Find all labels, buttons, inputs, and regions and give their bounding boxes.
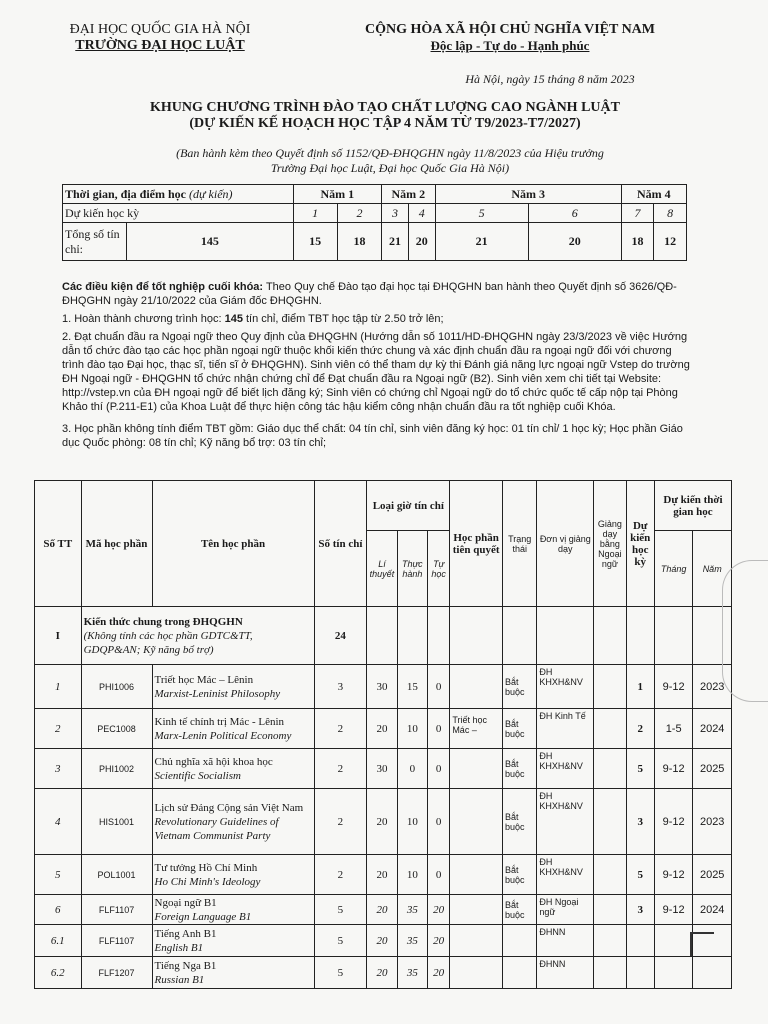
cell-semester: 5 — [626, 855, 654, 895]
cell-semester: 1 — [626, 665, 654, 709]
cell-code: FLF1207 — [81, 957, 152, 989]
table-row — [35, 895, 732, 925]
empty-cell — [367, 607, 397, 665]
cell-prereq — [450, 895, 503, 925]
empty-cell — [654, 607, 692, 665]
th-foreign: Giảng dạy bằng Ngoại ngữ — [594, 481, 626, 607]
section-title: Kiến thức chung trong ĐHQGHN — [83, 615, 243, 628]
th-practice: Thực hành — [397, 531, 427, 607]
plan-semesters-row — [63, 204, 687, 223]
cell-code: PHI1006 — [81, 665, 152, 709]
cell-code: PEC1008 — [81, 709, 152, 749]
th-unit: Đơn vị giảng dạy — [537, 481, 594, 607]
cell-foreign — [594, 789, 626, 855]
semester-cell: 8 — [654, 204, 687, 223]
cell-self: 0 — [428, 665, 450, 709]
cell-practice: 35 — [397, 925, 427, 957]
th-month: Tháng — [654, 531, 692, 607]
cell-month: 9-12 — [654, 789, 692, 855]
title-line-1: KHUNG CHƯƠNG TRÌNH ĐÀO TẠO CHẤT LƯỢNG CAO NGÀNH LUẬT — [150, 100, 620, 115]
table-row — [35, 709, 732, 749]
cell-self: 0 — [428, 789, 450, 855]
th-name: Tên học phần — [152, 481, 314, 607]
cell-status: Bắt buộc — [502, 709, 536, 749]
credit-cell: 18 — [621, 223, 654, 261]
cell-stt: 2 — [35, 709, 82, 749]
table-row — [35, 749, 732, 789]
section-note: (Không tính các học phần GDTC&TT, GDQP&AN; Kỹ năng bổ trợ) — [83, 629, 253, 656]
empty-cell — [450, 607, 503, 665]
cell-foreign — [594, 665, 626, 709]
semester-cell: 2 — [337, 204, 381, 223]
cell-stt: 1 — [35, 665, 82, 709]
cell-semester — [626, 925, 654, 957]
th-stt: Số TT — [35, 481, 82, 607]
cell-theory: 20 — [367, 895, 397, 925]
cell-theory: 20 — [367, 925, 397, 957]
cell-status: Bắt buộc — [502, 665, 536, 709]
cell-month: 1-5 — [654, 709, 692, 749]
cell-code: PHI1002 — [81, 749, 152, 789]
plan-years-row — [63, 185, 687, 204]
document-subtitle — [80, 146, 700, 176]
cell-credits: 2 — [314, 749, 367, 789]
cell-stt: 5 — [35, 855, 82, 895]
section-title-cell — [81, 607, 314, 665]
cell-year: 2023 — [693, 789, 732, 855]
credit-cell: 21 — [382, 223, 409, 261]
empty-cell — [594, 607, 626, 665]
empty-cell — [397, 607, 427, 665]
cell-prereq — [450, 957, 503, 989]
credit-cell: 20 — [528, 223, 621, 261]
courses-table — [34, 480, 732, 989]
cell-self: 0 — [428, 749, 450, 789]
cell-code: FLF1107 — [81, 925, 152, 957]
credit-cell: 18 — [337, 223, 381, 261]
course-name: Ngoại ngữ B1 — [154, 896, 217, 909]
th-prereq: Học phần tiên quyết — [450, 481, 503, 607]
cell-foreign — [594, 709, 626, 749]
cell-credits: 2 — [314, 709, 367, 749]
semester-cell: 1 — [293, 204, 337, 223]
th-semester: Dự kiến học kỳ — [626, 481, 654, 607]
course-name: Tiếng Anh B1 — [154, 927, 217, 940]
cell-credits: 2 — [314, 855, 367, 895]
cell-credits: 5 — [314, 957, 367, 989]
semester-cell: 6 — [528, 204, 621, 223]
th-status: Trạng thái — [502, 481, 536, 607]
th-code: Mã học phần — [81, 481, 152, 607]
section-credits: 24 — [314, 607, 367, 665]
country-name: CỘNG HÒA XÃ HỘI CHỦ NGHĨA VIỆT NAM — [364, 22, 655, 37]
cell-semester: 5 — [626, 749, 654, 789]
cell-foreign — [594, 925, 626, 957]
course-name-en: Foreign Language B1 — [154, 910, 252, 923]
cell-self: 20 — [428, 957, 450, 989]
cell-unit: ĐHNN — [537, 957, 594, 989]
empty-cell — [626, 607, 654, 665]
th-self: Tự học — [428, 531, 450, 607]
cell-unit: ĐH KHXH&NV — [537, 665, 594, 709]
cell-month: 9-12 — [654, 895, 692, 925]
credit-cell: 15 — [293, 223, 337, 261]
cell-year — [693, 957, 732, 989]
empty-cell — [502, 607, 536, 665]
credit-cell: 20 — [408, 223, 435, 261]
cell-practice: 15 — [397, 665, 427, 709]
th-theory: Lí thuyết — [367, 531, 397, 607]
th-hours: Loại giờ tín chỉ — [367, 481, 450, 531]
cell-name — [152, 855, 314, 895]
issuer-block — [40, 22, 280, 54]
table-row — [35, 665, 732, 709]
semester-cell: 7 — [621, 204, 654, 223]
cell-credits: 2 — [314, 789, 367, 855]
cell-name — [152, 709, 314, 749]
cell-month — [654, 925, 692, 957]
th-credits: Số tín chỉ — [314, 481, 367, 607]
course-name: Chủ nghĩa xã hội khoa học — [154, 755, 273, 768]
document-title — [60, 100, 710, 132]
cell-unit: ĐH KHXH&NV — [537, 749, 594, 789]
credits-label: Tổng số tín chỉ: — [63, 223, 127, 261]
semester-cell: 4 — [408, 204, 435, 223]
cell-theory: 30 — [367, 749, 397, 789]
cell-foreign — [594, 855, 626, 895]
cell-prereq: Triết học Mác – — [450, 709, 503, 749]
cell-semester — [626, 957, 654, 989]
cell-status: Bắt buộc — [502, 855, 536, 895]
cell-prereq — [450, 789, 503, 855]
header-row-1 — [35, 481, 732, 531]
course-name: Lịch sử Đảng Cộng sản Việt Nam — [154, 801, 304, 814]
graduation-conditions — [62, 280, 692, 454]
cell-unit: ĐH Ngoại ngữ — [537, 895, 594, 925]
national-motto-block — [345, 22, 675, 54]
table-row — [35, 789, 732, 855]
semester-cell: 3 — [382, 204, 409, 223]
cell-theory: 20 — [367, 789, 397, 855]
cell-self: 20 — [428, 895, 450, 925]
cell-unit: ĐH KHXH&NV — [537, 789, 594, 855]
condition-3: 3. Học phần không tính điểm TBT gồm: Giáo dục thể chất: 04 tín chỉ, sinh viên đăng ký học: 01 tín chỉ/ 1 học kỳ; Học phần Giáo dục Quốc phòng: 08 tín chỉ; Kỹ năng bổ trợ: 03 tín chỉ; — [62, 423, 683, 449]
section-row — [35, 607, 732, 665]
cell-semester: 3 — [626, 789, 654, 855]
school-name: TRƯỜNG ĐẠI HỌC LUẬT — [75, 38, 245, 53]
motto: Độc lập - Tự do - Hạnh phúc — [430, 38, 590, 53]
cell-prereq — [450, 665, 503, 709]
subtitle-line-1: (Ban hành kèm theo Quyết định số 1152/QĐ-ĐHQGHN ngày 11/8/2023 của Hiệu trưởng — [176, 146, 604, 160]
time-label-cell — [63, 185, 294, 204]
cell-month: 9-12 — [654, 749, 692, 789]
semester-cell: 5 — [435, 204, 528, 223]
cell-unit: ĐH KHXH&NV — [537, 855, 594, 895]
cell-practice: 35 — [397, 895, 427, 925]
condition-1-credits: 145 — [224, 313, 243, 325]
issue-date: Hà Nội, ngày 15 tháng 8 năm 2023 — [465, 72, 635, 86]
th-year: Năm — [693, 531, 732, 607]
cell-unit: ĐHNN — [537, 925, 594, 957]
cell-year: 2025 — [693, 749, 732, 789]
cell-semester: 2 — [626, 709, 654, 749]
empty-cell — [537, 607, 594, 665]
cell-prereq — [450, 749, 503, 789]
time-label-note: (dự kiến) — [189, 186, 233, 201]
cell-year: 2024 — [693, 895, 732, 925]
course-name-en: Revolutionary Guidelines of Vietnam Communist Party — [154, 815, 279, 842]
year-2: Năm 2 — [382, 185, 436, 204]
cell-year: 2023 — [693, 665, 732, 709]
study-plan-table — [62, 184, 687, 261]
cell-self: 20 — [428, 925, 450, 957]
cell-month: 9-12 — [654, 665, 692, 709]
cell-stt: 6.2 — [35, 957, 82, 989]
time-label: Thời gian, địa điểm học — [65, 186, 187, 201]
cell-practice: 10 — [397, 709, 427, 749]
stamp-edge — [722, 560, 768, 702]
cell-practice: 10 — [397, 789, 427, 855]
cell-self: 0 — [428, 709, 450, 749]
year-4: Năm 4 — [621, 185, 686, 204]
cell-foreign — [594, 895, 626, 925]
course-name-en: English B1 — [154, 941, 204, 954]
cell-status: Bắt buộc — [502, 895, 536, 925]
cell-foreign — [594, 749, 626, 789]
condition-1-c: tín chỉ, điểm TBT học tập từ 2.50 trở lên; — [246, 313, 444, 325]
cell-semester: 3 — [626, 895, 654, 925]
cell-prereq — [450, 855, 503, 895]
cell-self: 0 — [428, 855, 450, 895]
cell-name — [152, 789, 314, 855]
cell-year: 2024 — [693, 709, 732, 749]
credit-cell: 21 — [435, 223, 528, 261]
section-stt: I — [35, 607, 82, 665]
table-row — [35, 925, 732, 957]
table-row — [35, 855, 732, 895]
credit-cell: 12 — [654, 223, 687, 261]
course-name-en: Marxist-Leninist Philosophy — [154, 687, 281, 700]
cell-theory: 20 — [367, 709, 397, 749]
plan-credits-row — [63, 223, 687, 261]
total-credits: 145 — [127, 223, 293, 261]
condition-1-a: 1. Hoàn thành chương trình học: — [62, 313, 222, 325]
course-name-en: Ho Chi Minh's Ideology — [154, 875, 261, 888]
cell-prereq — [450, 925, 503, 957]
subtitle-line-2: Trường Đại học Luật, Đại học Quốc Gia Hà Nội) — [270, 161, 510, 175]
title-line-2: (DỰ KIẾN KẾ HOẠCH HỌC TẬP 4 NĂM TỪ T9/2023-T7/2027) — [189, 116, 581, 131]
course-name: Kinh tế chính trị Mác - Lênin — [154, 715, 285, 728]
cell-stt: 6 — [35, 895, 82, 925]
table-row — [35, 957, 732, 989]
cell-name — [152, 749, 314, 789]
cell-theory: 20 — [367, 855, 397, 895]
cell-name — [152, 895, 314, 925]
cell-status — [502, 957, 536, 989]
cell-code: POL1001 — [81, 855, 152, 895]
cell-code: FLF1107 — [81, 895, 152, 925]
course-name: Tư tưởng Hồ Chí Minh — [154, 861, 258, 874]
cell-year: 2025 — [693, 855, 732, 895]
cell-foreign — [594, 957, 626, 989]
cell-status: Bắt buộc — [502, 749, 536, 789]
cell-theory: 30 — [367, 665, 397, 709]
course-name-en: Scientific Socialism — [154, 769, 241, 782]
condition-2: 2. Đạt chuẩn đầu ra Ngoại ngữ theo Quy định của ĐHQGHN (Hướng dẫn số 1011/HD-ĐHQGHN ngày 23/3/2023 về việc Hướng dẫn tổ chức đào tạo các học phần ngoại ngữ thuộc khối kiến thức chung và xác định chuẩn đầu ra ngoại ngữ đối với chương trình đào tạo Đại học, thạc sĩ, tiến sĩ ở ĐHQGHN). Sinh viên có thể tham dự kỳ thi Đánh giá năng lực ngoại ngữ Vstep do trường ĐH Ngoại ngữ - ĐHQGHN tổ chức nhận chứng chỉ để Đạt chuẩn đầu ra Ngoại ngữ (B2). Sinh viên xem chi tiết tại Website: http://vstep.vn của ĐH ngoại ngữ để biết lịch đăng ký; Sinh viên có chứng chỉ Ngoại ngữ do tổ chức quốc tế cấp nộp tại Phòng Khảo thí (P.211-E1) của Khoa Luật để thực hiện công tác hậu kiểm công nhận chuẩn đầu ra tốt nghiệp cuối Khóa. — [62, 331, 690, 413]
conditions-intro-text: Theo Quy chế Đào tạo đại học tại ĐHQGHN ban hành theo Quyết định số 3626/QĐ-ĐHQGHN ngày 21/10/2022 của Giám đốc ĐHQGHN. — [62, 281, 677, 307]
cell-stt: 6.1 — [35, 925, 82, 957]
cell-unit: ĐH Kinh Tế — [537, 709, 594, 749]
cell-name — [152, 925, 314, 957]
cell-theory: 20 — [367, 957, 397, 989]
cell-practice: 10 — [397, 855, 427, 895]
cell-credits: 5 — [314, 895, 367, 925]
cell-practice: 35 — [397, 957, 427, 989]
cell-stt: 3 — [35, 749, 82, 789]
cell-credits: 3 — [314, 665, 367, 709]
cell-month — [654, 957, 692, 989]
cell-stt: 4 — [35, 789, 82, 855]
semester-label: Dự kiến học kỳ — [63, 204, 294, 223]
th-time: Dự kiến thời gian học — [654, 481, 731, 531]
condition-1 — [62, 312, 692, 326]
cell-status — [502, 925, 536, 957]
cell-status: Bắt buộc — [502, 789, 536, 855]
cell-name — [152, 957, 314, 989]
year-1: Năm 1 — [293, 185, 382, 204]
conditions-intro — [62, 280, 692, 308]
conditions-heading: Các điều kiện để tốt nghiệp cuối khóa: — [62, 281, 264, 293]
cell-practice: 0 — [397, 749, 427, 789]
cell-month: 9-12 — [654, 855, 692, 895]
corner-mark — [690, 932, 714, 956]
empty-cell — [428, 607, 450, 665]
course-name: Tiếng Nga B1 — [154, 959, 217, 972]
cell-code: HIS1001 — [81, 789, 152, 855]
year-3: Năm 3 — [435, 185, 621, 204]
course-name: Triết học Mác – Lênin — [154, 673, 254, 686]
cell-name — [152, 665, 314, 709]
university-name: ĐẠI HỌC QUỐC GIA HÀ NỘI — [69, 22, 251, 37]
cell-credits: 5 — [314, 925, 367, 957]
course-name-en: Marx-Lenin Political Economy — [154, 729, 292, 742]
course-name-en: Russian B1 — [154, 973, 205, 986]
